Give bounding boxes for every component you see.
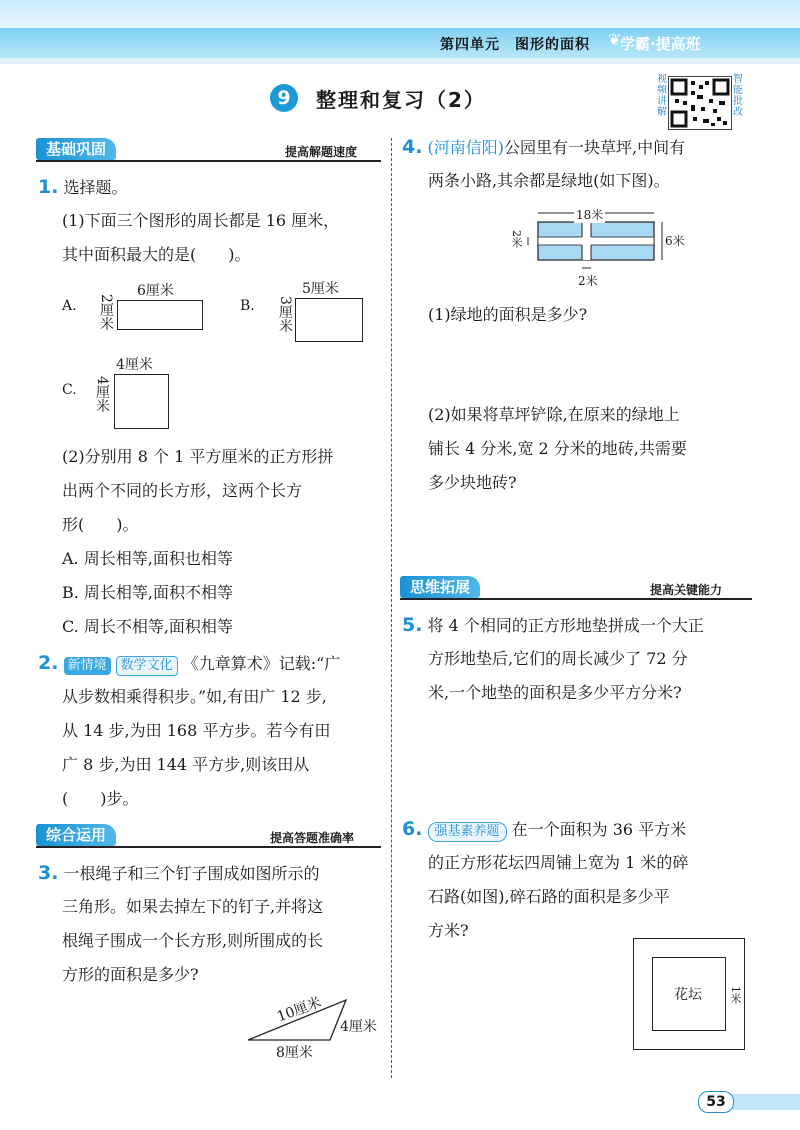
q6-line3: 石路(如图),碎石路的面积是多少平 [428,887,670,906]
page-number: 53 [698,1091,734,1113]
q6-tag: 强基素养题 [428,822,507,842]
q2-tag-math-culture: 数学文化 [116,656,178,676]
q1-part2-line2: 出两个不同的长方形，这两个长方 [62,481,303,500]
q1-fig-b-option: B. [240,298,255,314]
q3-side-bottom: 8厘米 [276,1045,313,1061]
q1-fig-c-square [114,374,169,429]
q3-side-right: 4厘米 [340,1019,377,1035]
q3-first-row [38,856,320,891]
q2-line2: 从步数相乘得积步。”如,有田广 12 步, [62,687,327,706]
q1-part1-line1: (1)下面三个图形的周长都是 16 厘米， [62,211,340,230]
q1-option-a: A. 周长相等,面积也相等 [62,549,233,568]
section-apply-hint: 提高答题准确率 [270,831,355,845]
section-basic-title: 基础巩固 [36,138,116,160]
q2-tag-new-context: 新情境 [64,657,111,675]
q2-line3: 从 14 步,为田 168 平方步。若今有田 [62,721,331,740]
unit-title: 第四单元 图形的面积 [440,37,590,53]
q1-fig-b-height: 3厘米 [277,296,293,333]
q4-first-row [402,130,685,165]
section-think-title: 思维拓展 [400,576,480,598]
section-basic-line [36,160,381,162]
q2-number: 2. [38,652,59,674]
q1-fig-a-width: 6厘米 [137,283,174,299]
q1-fig-c-height: 4厘米 [94,376,110,413]
q6-flowerbed-label: 花坛 [674,987,702,1003]
section-think-line [400,598,752,600]
q5-line1: 将 4 个相同的正方形地垫拼成一个大正 [427,616,704,635]
header-band-lower [0,58,800,64]
q4-vertical-path [582,222,591,260]
q1-fig-a-option: A. [62,298,77,314]
q4-horizontal-path [538,237,654,245]
qr-label-right: 智能批改 [733,74,743,118]
q5-line3: 米,一个地垫的面积是多少平方分米? [428,683,682,702]
q5-first-row [402,608,704,643]
q3-number: 3. [38,862,59,884]
section-apply-line [36,846,381,848]
page-number-bar [730,1094,800,1110]
q2-first-row [38,646,340,681]
lesson-title: 整理和复习（2） [316,88,486,112]
section-think-hint: 提高关键能力 [650,583,723,597]
q1-option-c: C. 周长不相等,面积相等 [62,617,233,636]
q2-line1: 《九章算术》记载:“广 [182,654,341,673]
qr-code[interactable] [668,76,732,130]
q4-dim-bottom: 2米 [578,274,598,288]
q1-fig-c-option: C. [62,382,77,398]
q6-width-label: 1米 [729,986,742,1004]
q4-dim-top: 18米 [576,208,604,222]
q1-fig-b-rectangle [295,298,363,342]
brand-name: 学霸·提高班 [620,35,701,53]
q1-fig-b-width: 5厘米 [302,281,339,297]
q2-line4: 广 8 步,为田 144 平方步,则该田从 [62,755,310,774]
lesson-number: 9 [270,84,298,112]
q3-line1: 一根绳子和三个钉子围成如图所示的 [63,864,320,883]
qr-label-left: 视频讲解 [657,74,667,118]
q4-sub2-line2: 铺长 4 分米,宽 2 分米的地砖,共需要 [428,439,687,458]
q6-line2: 的正方形花坛四周铺上宽为 1 米的碎 [428,853,689,872]
leaf-icon: ❦ [608,30,622,49]
q4-dim-left: 2米 [510,230,523,248]
q4-source: (河南信阳) [427,138,505,157]
q1-fig-a-rectangle [117,300,203,330]
q1-fig-c-width: 4厘米 [116,357,153,373]
q4-sub2-line1: (2)如果将草坪铲除,在原来的绿地上 [428,405,680,424]
section-basic-hint: 提高解题速度 [285,145,358,159]
header-strip [0,0,800,28]
q1-part1-line2: 其中面积最大的是( )。 [62,245,251,264]
q5-number: 5. [402,614,423,636]
q5-line2: 方形地垫后,它们的周长减少了 72 分 [428,649,688,668]
section-apply-title: 综合运用 [36,824,116,846]
q4-sub2-line3: 多少块地砖? [428,473,517,492]
q1-fig-a-height: 2厘米 [98,294,114,331]
q3-line4: 方形的面积是多少? [62,965,199,984]
q2-line5: ( )步。 [62,789,139,808]
q1-stem: 选择题。 [63,178,128,197]
q1-option-b: B. 周长相等,面积不相等 [62,583,234,602]
q4-dim-right: 6米 [665,234,685,248]
q3-line2: 三角形。如果去掉左下的钉子,并将这 [62,897,324,916]
q3-line3: 根绳子围成一个长方形,则所围成的长 [62,931,324,950]
q6-line4: 方米? [428,921,469,940]
q4-number: 4. [402,136,423,158]
column-divider [391,138,392,1078]
q3-side-hypotenuse: 10厘米 [274,994,324,1026]
q6-line1: 在一个面积为 36 平方米 [511,820,687,839]
q1-part2-line1: (2)分别用 8 个 1 平方厘米的正方形拼 [62,447,334,466]
q4-line2: 两条小路,其余都是绿地(如下图)。 [428,171,670,190]
q6-first-row [402,812,686,847]
q6-number: 6. [402,818,423,840]
q1-part2-line3: 形( )。 [62,515,139,534]
q1-stem-row [38,170,128,205]
q4-line1: 公园里有一块草坪,中间有 [504,138,686,157]
q1-number: 1. [38,176,59,198]
q4-sub1: (1)绿地的面积是多少? [428,305,588,324]
